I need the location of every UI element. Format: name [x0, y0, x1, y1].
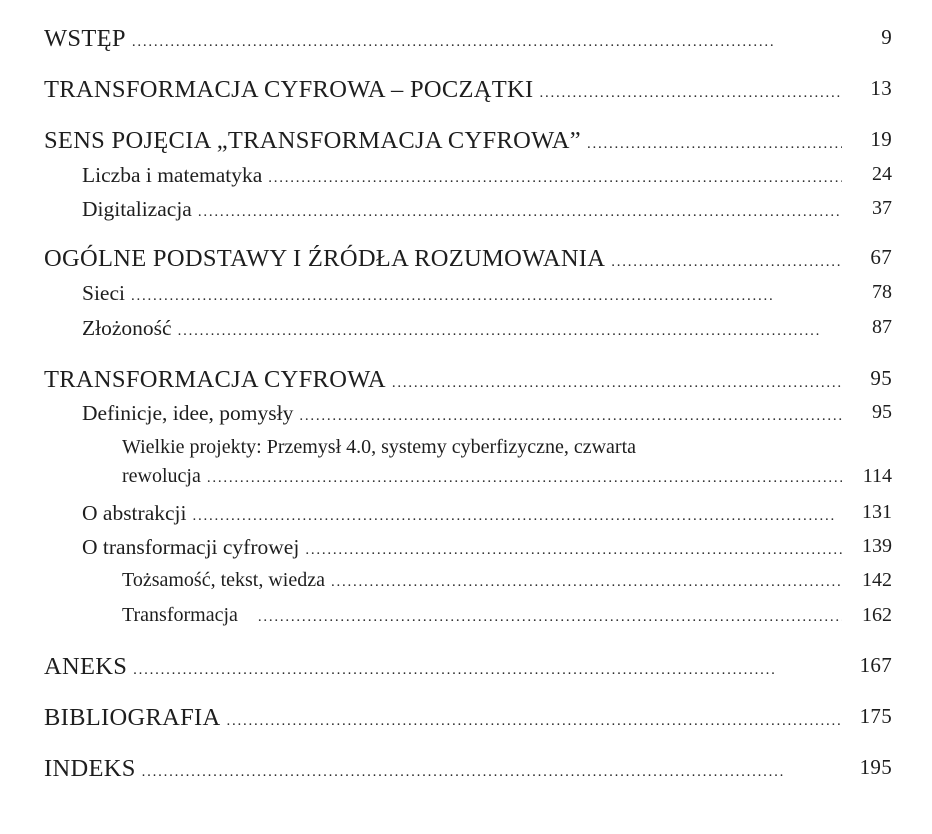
- toc-entry-title: ANEKS: [44, 653, 128, 680]
- toc-entry-ogolne-podstawy[interactable]: [0, 245, 932, 281]
- toc-entry-title: TRANSFORMACJA CYFROWA – POCZĄTKI: [44, 76, 534, 103]
- dot-leader: [258, 609, 842, 626]
- toc-entry-page: 19: [870, 127, 892, 151]
- toc-entry-title-line1: Wielkie projekty: Przemysł 4.0, systemy cyberfizyczne, czwarta: [122, 436, 637, 458]
- toc-entry-title: TRANSFORMACJA CYFROWA: [44, 366, 386, 393]
- toc-entry-page: 9: [881, 25, 892, 49]
- toc-entry-title: Transformacja: [122, 604, 238, 626]
- toc-entry-page: 131: [862, 501, 892, 523]
- toc-entry-definicje[interactable]: [0, 401, 932, 437]
- dot-leader: [192, 508, 842, 525]
- toc-entry-title: Tożsamość, tekst, wiedza: [122, 569, 325, 591]
- toc-entry-page: 139: [862, 535, 892, 557]
- toc-entry-indeks[interactable]: [0, 755, 932, 791]
- dot-leader: [142, 764, 842, 781]
- toc-entry-page: 13: [870, 76, 892, 100]
- toc-entry-aneks[interactable]: [0, 653, 932, 689]
- toc-entry-title: WSTĘP: [44, 25, 126, 52]
- toc-entry-digitalizacja[interactable]: [0, 197, 932, 233]
- toc-entry-title: INDEKS: [44, 755, 136, 782]
- toc-entry-title: Digitalizacja: [82, 197, 192, 221]
- toc-entry-title: Sieci: [82, 281, 125, 305]
- dot-leader: [226, 713, 842, 730]
- toc-entry-transformacja-cyfrowa[interactable]: [0, 366, 932, 402]
- toc-entry-title-line2: rewolucja: [122, 465, 201, 487]
- toc-entry-title: BIBLIOGRAFIA: [44, 704, 221, 731]
- toc-entry-sens-pojecia[interactable]: [0, 127, 932, 163]
- toc-entry-o-abstrakcji[interactable]: [0, 501, 932, 537]
- toc-entry-page: 95: [870, 366, 892, 390]
- toc-entry-title: OGÓLNE PODSTAWY I ŹRÓDŁA ROZUMOWANIA: [44, 245, 606, 272]
- dot-leader: [132, 34, 842, 51]
- dot-leader: [305, 542, 842, 559]
- toc-entry-page: 67: [870, 245, 892, 269]
- toc-entry-title: Złożoność: [82, 316, 172, 340]
- dot-leader: [133, 662, 842, 679]
- toc-entry-wielkie-projekty[interactable]: [0, 465, 932, 501]
- toc-entry-bibliografia[interactable]: [0, 704, 932, 740]
- toc-entry-zlozonosc[interactable]: [0, 316, 932, 352]
- toc-entry-transformacja-poczatki[interactable]: [0, 76, 932, 112]
- toc-entry-page: 78: [872, 281, 892, 303]
- toc-entry-wstep[interactable]: [0, 25, 932, 61]
- toc-entry-title: O transformacji cyfrowej: [82, 535, 300, 559]
- toc-entry-title: Definicje, idee, pomysły: [82, 401, 294, 425]
- toc-entry-liczba-i-matematyka[interactable]: [0, 163, 932, 199]
- dot-leader: [539, 85, 842, 102]
- dot-leader: [131, 288, 842, 305]
- toc-entry-page: 37: [872, 197, 892, 219]
- dot-leader: [178, 323, 842, 340]
- toc-entry-transformacja[interactable]: [0, 604, 932, 640]
- dot-leader: [611, 254, 842, 271]
- toc-entry-page: 24: [872, 163, 892, 185]
- toc-entry-title: SENS POJĘCIA „TRANSFORMACJA CYFROWA”: [44, 127, 581, 154]
- toc-entry-page: 95: [872, 401, 892, 423]
- dot-leader: [207, 470, 842, 487]
- dot-leader: [299, 408, 842, 425]
- toc-entry-title: Liczba i matematyka: [82, 163, 263, 187]
- dot-leader: [392, 375, 842, 392]
- toc-entry-page: 142: [862, 569, 892, 591]
- toc-entry-page: 114: [862, 465, 892, 487]
- toc-entry-sieci[interactable]: [0, 281, 932, 317]
- toc-entry-page: 195: [859, 755, 892, 779]
- toc-entry-page: 87: [872, 316, 892, 338]
- toc-entry-page: 175: [859, 704, 892, 728]
- toc-entry-tozsamosc[interactable]: [0, 569, 932, 605]
- dot-leader: [587, 136, 842, 153]
- dot-leader: [268, 170, 842, 187]
- dot-leader: [198, 204, 842, 221]
- toc-entry-page: 162: [862, 604, 892, 626]
- toc-entry-title: O abstrakcji: [82, 501, 187, 525]
- toc-entry-o-transformacji-cyfrowej[interactable]: [0, 535, 932, 571]
- dot-leader: [331, 574, 842, 591]
- toc-entry-page: 167: [859, 653, 892, 677]
